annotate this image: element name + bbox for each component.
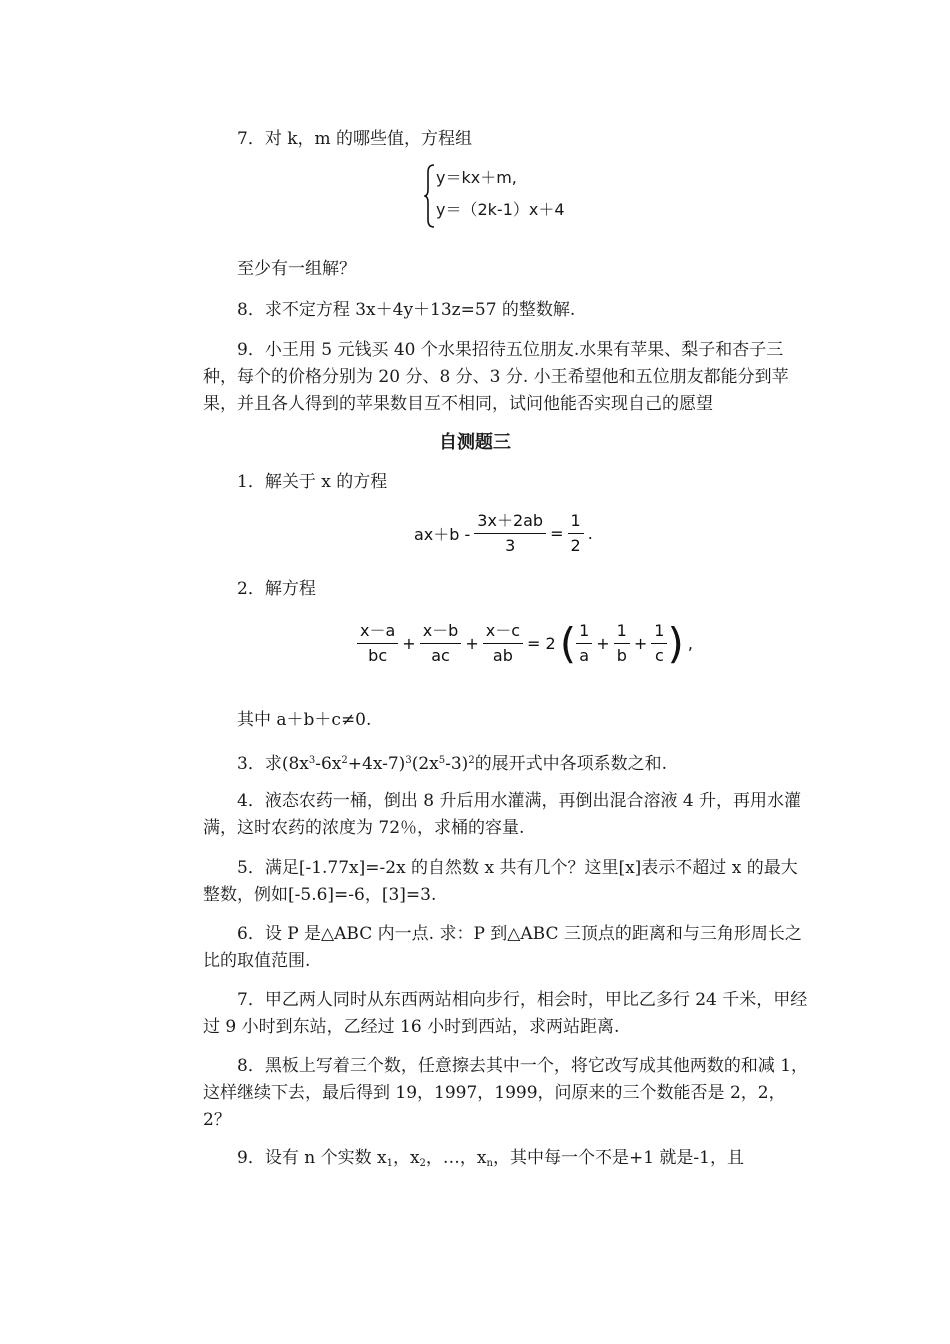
problem-7-intro: 7．对 k，m 的哪些值，方程组 — [237, 129, 473, 149]
question-6: 6．设 P 是△ABC 内一点. 求：P 到△ABC 三顶点的距离和与三角形周长之比的取值范围. — [203, 924, 802, 971]
left-brace-icon — [424, 164, 436, 228]
problem-8: 8．求不定方程 3x＋4y＋13z=57 的整数解. — [237, 300, 576, 320]
question-9: 9．设有 n 个实数 $x_1$，$x_2$，…，$x_n$，其中每一个不是+1 就是-1，且 — [237, 1148, 744, 1169]
question-5: 5．满足[-1.77x]=-2x 的自然数 x 共有几个？这里[x]表示不超过 x 的最大整数，例如[-5.6]=-6，[3]=3. — [203, 858, 798, 905]
right-paren-icon: ) — [667, 619, 684, 668]
equation-2: $\frac{x-a}{bc}$ + $\frac{x-b}{ac}$ + $\frac{x-c}{ab}$ = 2( $\frac{1}{a}$ + $\frac{1}{b}$ + $\frac{1}{c}$ ) , — [357, 619, 697, 668]
eq1-fraction: $\frac{3x+2ab}{3}$ — [474, 511, 546, 556]
question-7: 7．甲乙两人同时从东西两站相向步行，相会时，甲比乙多行 24 千米，甲经过 9 小时到东站，乙经过 16 小时到西站，求两站距离. — [203, 990, 808, 1037]
equation-system — [424, 162, 565, 226]
question-2: 2．解方程 — [237, 579, 316, 599]
question-3: 3．求$(8x^3-6x^2+4x-7)^3(2x^5-3)^2$的展开式中各项系数之和. — [237, 754, 668, 774]
left-paren-icon: ( — [559, 619, 577, 668]
question-1: 1．解关于 x 的方程 — [237, 472, 388, 492]
problem-7-ending: 至少有一组解？ — [237, 259, 356, 279]
question-4: 4．液态农药一桶，倒出 8 升后用水灌满，再倒出混合溶液 4 升，再用水灌满，这时农药的浓度为 72％，求桶的容量. — [203, 791, 802, 838]
eq1-rhs-fraction: $\frac{1}{2}$ — [568, 511, 584, 556]
section-title: 自测题三 — [439, 432, 511, 453]
eq1-lhs: ax＋b - — [414, 525, 471, 544]
system-equation-2: y＝（2k-1）x＋4 — [436, 200, 565, 219]
equation-1: ax＋b - $\frac{3x+2ab}{3}$ = $\frac{1}{2}$ . — [410, 511, 597, 556]
question-2-condition: 其中 a＋b＋c≠0. — [237, 710, 372, 730]
system-equation-1: y＝kx＋m, — [436, 168, 517, 187]
question-8: 8．黑板上写着三个数，任意擦去其中一个，将它改写成其他两数的和减 1，这样继续下去，最后得到 19，1997，1999，问原来的三个数能否是 2，2，2？ — [203, 1056, 809, 1130]
problem-9: 9．小王用 5 元钱买 40 个水果招待五位朋友.水果有苹果、梨子和杏子三种，每个的价格分别为 20 分、8 分、3 分. 小王希望他和五位朋友都能分到苹果，并且各人得到的苹果数目互不相同，试问他能否实现自己的愿望 — [203, 340, 789, 414]
